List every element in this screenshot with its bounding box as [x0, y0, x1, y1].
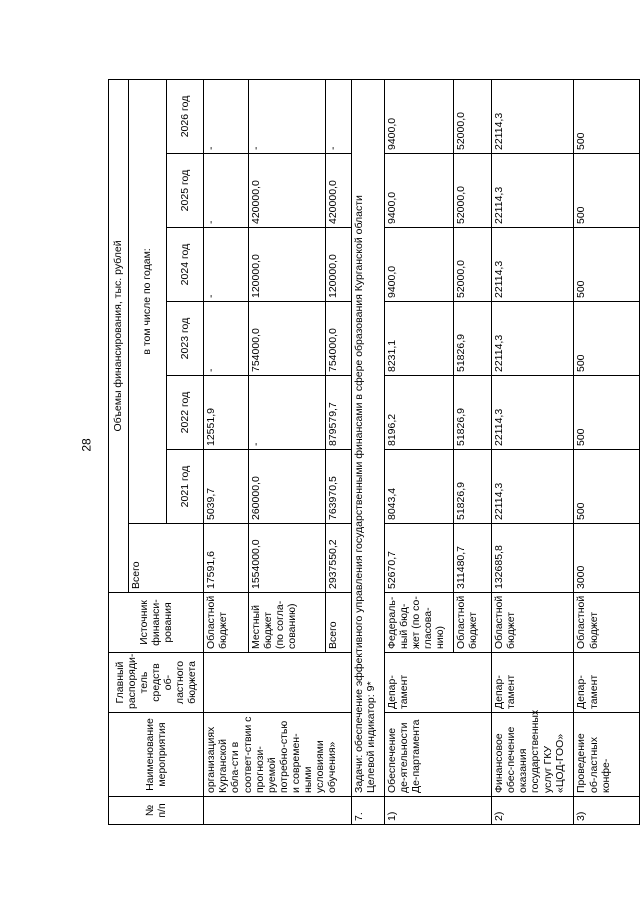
- header-by-years: в том числе по годам:: [128, 79, 167, 523]
- header-total: Всего: [128, 524, 204, 593]
- row-value: 22114,3: [492, 79, 574, 153]
- row-value: 51826,9: [454, 376, 492, 450]
- row-total: 311480,7: [454, 524, 492, 593]
- header-year: 2026 год: [167, 79, 204, 153]
- table-row: [574, 79, 640, 824]
- row-name: Финансовое обес-печение оказания государственных услуг ГКУ «ЦОД-ГОО»: [492, 713, 574, 797]
- table-row: [385, 79, 454, 824]
- row-manager: Депар-тамент: [574, 653, 640, 713]
- row-total: 2937550,2: [325, 524, 351, 593]
- row-source: Федераль-ный бюд-жет (по со-гласова-нию): [385, 593, 454, 653]
- row-total: 17591,6: [204, 524, 249, 593]
- row-value: 500: [574, 154, 640, 228]
- row-value: 8043,4: [385, 450, 454, 524]
- header-year: 2022 год: [167, 376, 204, 450]
- row-name: организациях Курганской обла-сти в соответ-ствии с прогнози-руемой потребно-стью и современ-ными условиями обучения»: [204, 713, 352, 797]
- header-source: Источник финанси-рования: [109, 593, 204, 653]
- header-name: Наименование мероприятия: [109, 713, 204, 797]
- row-source: Всего: [325, 593, 351, 653]
- header-year: 2024 год: [167, 228, 204, 302]
- row-value: -: [204, 79, 249, 153]
- table-row: [492, 79, 574, 824]
- header-year: 2023 год: [167, 302, 204, 376]
- row-name: Обеспечение де-ятельности Де-партамента: [385, 713, 492, 797]
- row-manager: Депар-тамент: [492, 653, 574, 713]
- row-total: 52670,7: [385, 524, 454, 593]
- row-value: -: [204, 154, 249, 228]
- row-num: 3): [574, 797, 640, 825]
- row-value: 22114,3: [492, 228, 574, 302]
- row-value: 120000,0: [325, 228, 351, 302]
- row-value: 500: [574, 79, 640, 153]
- header-year: 2021 год: [167, 450, 204, 524]
- header-manager: Главный распоряди-тель средств об-ластного бюджета: [109, 653, 204, 713]
- row-value: 8231,1: [385, 302, 454, 376]
- table-row: [204, 79, 249, 824]
- row-source: Областной бюджет: [204, 593, 249, 653]
- row-value: -: [325, 79, 351, 153]
- header-volumes: Объемы финансирования, тыс. рублей: [109, 79, 129, 592]
- row-value: 52000,0: [454, 79, 492, 153]
- row-value: 52000,0: [454, 154, 492, 228]
- row-value: 52000,0: [454, 228, 492, 302]
- row-total: 132685,8: [492, 524, 574, 593]
- row-value: 260000,0: [249, 450, 326, 524]
- row-num: 1): [385, 797, 492, 825]
- row-value: 51826,9: [454, 302, 492, 376]
- row-value: 500: [574, 450, 640, 524]
- row-value: -: [249, 79, 326, 153]
- page-number: 28: [79, 438, 94, 452]
- header-row-1: [109, 79, 129, 824]
- row-source: Областной бюджет: [574, 593, 640, 653]
- section-indicator: Целевой индикатор: 9*: [365, 681, 378, 793]
- row-value: 879579,7: [325, 376, 351, 450]
- header-year: 2025 год: [167, 154, 204, 228]
- row-value: 22114,3: [492, 154, 574, 228]
- row-value: 22114,3: [492, 450, 574, 524]
- row-source: Областной бюджет: [454, 593, 492, 653]
- row-value: 12551,9: [204, 376, 249, 450]
- row-manager: Депар-тамент: [385, 653, 492, 713]
- section-row: [352, 79, 385, 824]
- rotated-table-wrapper: [108, 80, 640, 825]
- row-value: 420000,0: [325, 154, 351, 228]
- row-total: 1554000,0: [249, 524, 326, 593]
- row-source: Местный бюджет (по согла-сованию): [249, 593, 326, 653]
- row-value: 500: [574, 302, 640, 376]
- row-num: [204, 797, 352, 825]
- row-value: -: [249, 376, 326, 450]
- row-value: 500: [574, 228, 640, 302]
- row-value: 120000,0: [249, 228, 326, 302]
- row-value: 754000,0: [249, 302, 326, 376]
- section-task: Задачи: обеспечение эффективного управления государственными финансами в сфере образования Курганской области: [353, 195, 366, 793]
- row-num: 2): [492, 797, 574, 825]
- financing-table: [108, 79, 640, 825]
- section-num: 7.: [352, 797, 385, 825]
- header-num: № п/п: [109, 797, 204, 825]
- section-text: [352, 79, 385, 796]
- row-value: 9400,0: [385, 79, 454, 153]
- row-value: 9400,0: [385, 228, 454, 302]
- row-manager: [204, 653, 352, 713]
- row-value: 22114,3: [492, 302, 574, 376]
- row-value: 51826,9: [454, 450, 492, 524]
- row-value: 754000,0: [325, 302, 351, 376]
- row-name: Проведение об-ластных конфе-: [574, 713, 640, 797]
- row-value: 420000,0: [249, 154, 326, 228]
- row-value: -: [204, 228, 249, 302]
- row-value: 8196,2: [385, 376, 454, 450]
- row-value: 763970,5: [325, 450, 351, 524]
- row-value: 5039,7: [204, 450, 249, 524]
- row-value: 22114,3: [492, 376, 574, 450]
- row-value: 9400,0: [385, 154, 454, 228]
- row-total: 3000: [574, 524, 640, 593]
- row-source: Областной бюджет: [492, 593, 574, 653]
- row-value: -: [204, 302, 249, 376]
- row-value: 500: [574, 376, 640, 450]
